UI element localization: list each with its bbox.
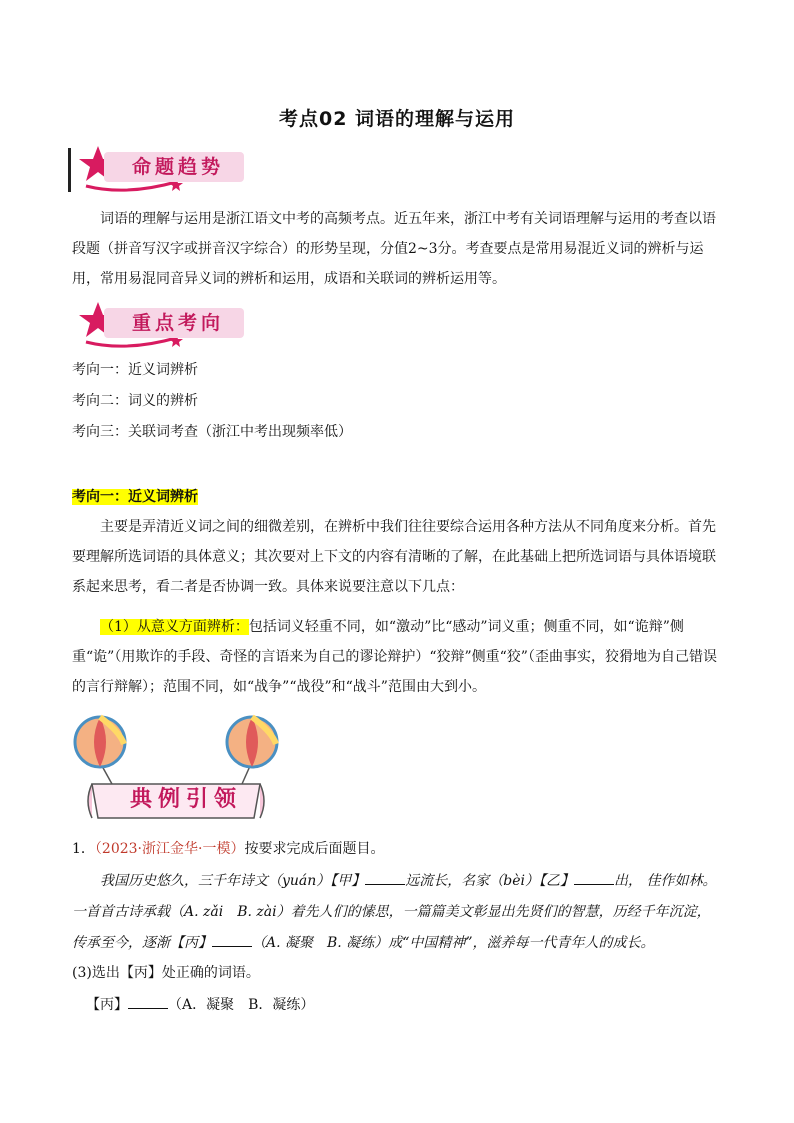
point-1-paragraph [72, 612, 722, 702]
direction-item: 考向二：词义的辨析 [72, 393, 198, 409]
point-1-text: 包括词义轻重不同，如“激动”比“感动”词义重；侧重不同，如“诡辩”侧重“诡”（用欺诈的手段、奇怪的言语来为自己的谬论辩护）“狡辩”侧重“狡”（歪曲事实，狡猾地为自己错误的言行辩解）；范围不同，如“战争”“战役”和“战斗”范围由大到小。 [72, 619, 717, 695]
question-number: 1． [72, 841, 95, 857]
page-title: 考点02 词语的理解与运用 [278, 108, 516, 130]
blank-bing[interactable] [212, 934, 252, 947]
direction-item: 考向一：近义词辨析 [72, 362, 198, 378]
banner-bar [68, 148, 71, 192]
section-heading: 考向一：近义词辨析 [72, 489, 198, 505]
answer-line: 【丙】 （A．凝聚 B．凝练） [86, 997, 315, 1013]
example-label: 典例引领 [129, 787, 242, 812]
answer-blank[interactable] [128, 996, 168, 1009]
direction-item: 考向三：关联词考查（浙江中考出现频率低） [72, 424, 352, 440]
blank-jia[interactable] [365, 872, 405, 885]
point-1-label: （1）从意义方面辨析： [100, 619, 249, 635]
main-paragraph: 主要是弄清近义词之间的细微差别，在辨析中我们往往要综合运用各种方法从不同角度来分析。首先要理解所选词语的具体意义；其次要对上下文的内容有清晰的了解，在此基础上把所选词语与具体语境联系起来思考，看二者是否协调一致。具体来说要注意以下几点： [72, 519, 716, 595]
blank-yi[interactable] [574, 872, 614, 885]
banner-label: 重点考向 [104, 308, 244, 338]
question-prompt: 按要求完成后面题目。 [244, 841, 385, 857]
passage-line-2: 一首首古诗承载（A. zǎi B. zài）着先人们的愫思，一篇篇美文彰显出先贤们的智慧，历经千年沉淀， [72, 904, 711, 920]
sub-question: (3)选出【丙】处正确的词语。 [72, 965, 260, 981]
question-source: （2023·浙江金华·一模） [94, 841, 245, 857]
trend-paragraph: 词语的理解与运用是浙江语文中考的高频考点。近五年来，浙江中考有关词语理解与运用的考查以语段题（拼音写汉字或拼音汉字综合）的形势呈现，分值2~3分。考查要点是常用易混近义词的辨析与运用，常用易混同音异义词的辨析和运用，成语和关联词的辨析运用等。 [72, 211, 716, 287]
direction-banner [68, 302, 268, 350]
question-header [72, 838, 384, 860]
passage-line-3: 传承至今，逐渐【丙】 （A. 凝聚 B. 凝练）成“中国精神”，滋养每一代青年人的成长。 [72, 935, 655, 951]
trend-banner [68, 146, 268, 194]
banner-label: 命题趋势 [104, 152, 244, 182]
passage-line-1: 我国历史悠久，三千年诗文（yuán）【甲】 远流长，名家（bèi）【乙】 出， 佳作如林。 [100, 873, 717, 889]
